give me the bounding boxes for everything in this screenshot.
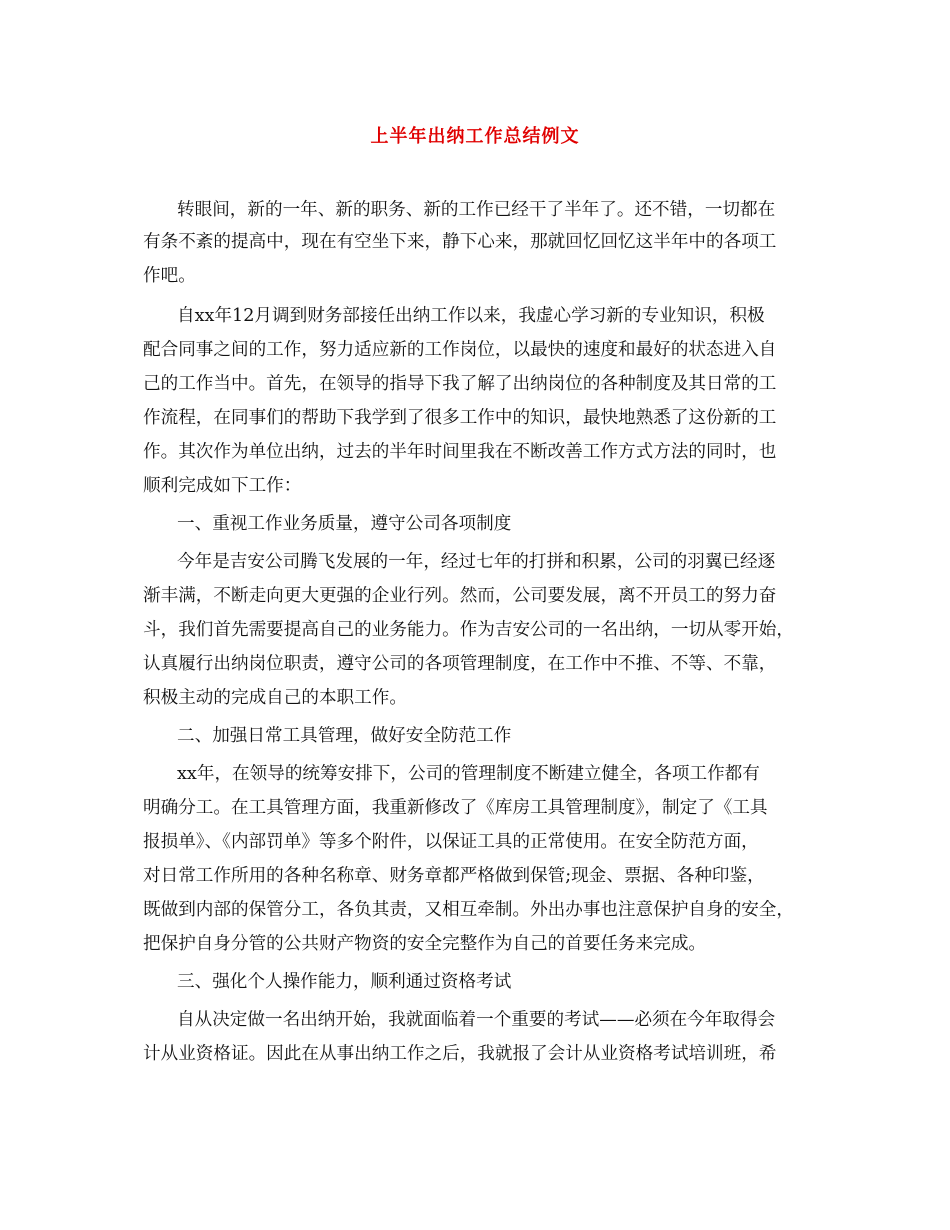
body-line: 渐丰满，不断走向更大更强的企业行列。然而，公司要发展，离不开员工的努力奋 — [143, 586, 777, 606]
body-line: 有条不紊的提高中，现在有空坐下来，静下心来，那就回忆回忆这半年中的各项工 — [143, 232, 777, 252]
body-line: 明确分工。在工具管理方面，我重新修改了《库房工具管理制度》，制定了《工具 — [143, 798, 768, 818]
body-line: 作。其次作为单位出纳，过去的半年时间里我在不断改善工作方式方法的同时，也 — [143, 442, 777, 462]
body-line: 斗，我们首先需要提高自己的业务能力。作为吉安公司的一名出纳，一切从零开始， — [143, 620, 794, 640]
body-line: 积极主动的完成自己的本职工作。 — [143, 688, 407, 708]
body-line: 报损单》、《内部罚单》等多个附件，以保证工具的正常使用。在安全防范方面， — [143, 832, 759, 852]
document-title: 上半年出纳工作总结例文 — [370, 126, 580, 147]
body-line: 把保护自身分管的公共财产物资的安全完整作为自己的首要任务来完成。 — [143, 934, 707, 954]
body-line: 认真履行出纳岗位职责，遵守公司的各项管理制度，在工作中不推、不等、不靠， — [143, 654, 777, 674]
body-line: 转眼间，新的一年、新的职务、新的工作已经干了半年了。还不错，一切都在 — [177, 200, 776, 220]
body-line: 今年是吉安公司腾飞发展的一年，经过七年的打拼和积累，公司的羽翼已经逐 — [177, 552, 776, 572]
body-line: 既做到内部的保管分工，各负其责，又相互牵制。外出办事也注意保护自身的安全， — [143, 900, 794, 920]
body-line: 己的工作当中。首先，在领导的指导下我了解了出纳岗位的各种制度及其日常的工 — [143, 374, 777, 394]
section-heading: 三、强化个人操作能力，顺利通过资格考试 — [177, 972, 512, 992]
section-heading: 二、加强日常工具管理，做好安全防范工作 — [177, 726, 512, 746]
body-line: xx年，在领导的统筹安排下，公司的管理制度不断建立健全，各项工作都有 — [177, 764, 760, 784]
body-line: 自xx年12月调到财务部接任出纳工作以来，我虚心学习新的专业知识，积极 — [177, 306, 765, 326]
body-line: 作吧。 — [143, 266, 196, 286]
body-line: 作流程，在同事们的帮助下我学到了很多工作中的知识，最快地熟悉了这份新的工 — [143, 408, 777, 428]
section-heading: 一、重视工作业务质量，遵守公司各项制度 — [177, 514, 512, 534]
body-line: 计从业资格证。因此在从事出纳工作之后，我就报了会计从业资格考试培训班，希 — [143, 1044, 777, 1064]
body-line: 配合同事之间的工作，努力适应新的工作岗位，以最快的速度和最好的状态进入自 — [143, 340, 777, 360]
body-line: 自从决定做一名出纳开始，我就面临着一个重要的考试——必须在今年取得会 — [177, 1010, 776, 1030]
body-line: 对日常工作所用的各种名称章、财务章都严格做到保管;现金、票据、各种印鉴， — [143, 866, 765, 886]
body-line: 顺利完成如下工作： — [143, 476, 302, 496]
